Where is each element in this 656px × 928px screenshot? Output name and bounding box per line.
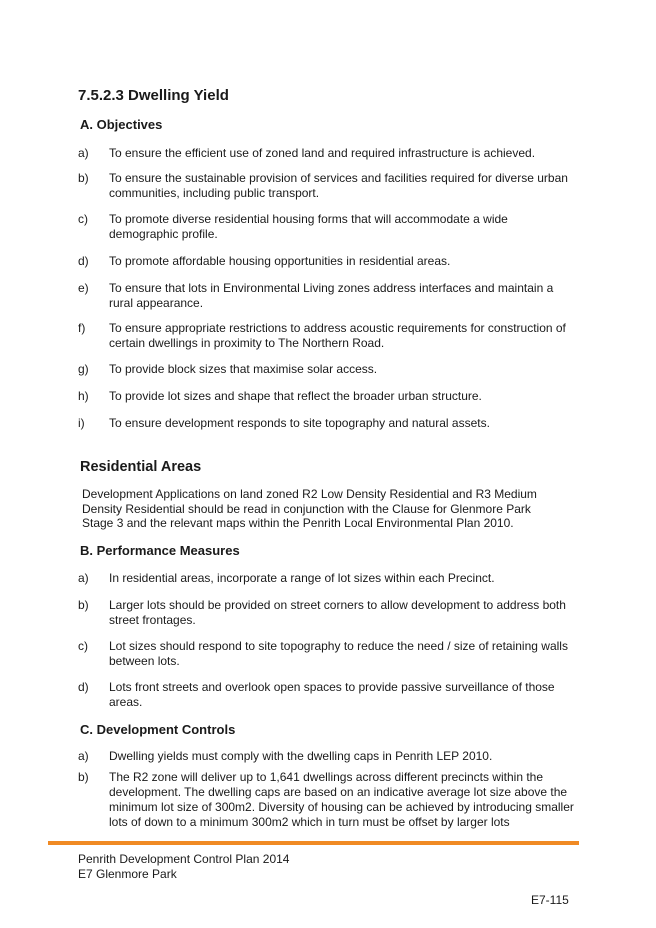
list-label: b) (78, 598, 89, 612)
objectives-title: A. Objectives (80, 117, 163, 132)
list-label: c) (78, 212, 88, 226)
list-label: a) (78, 571, 89, 585)
list-label: e) (78, 281, 89, 295)
list-label: a) (78, 146, 89, 160)
list-text: Lots front streets and overlook open spaces to provide passive surveillance of those areas. (109, 680, 555, 709)
list-text: To ensure development responds to site topography and natural assets. (109, 416, 490, 430)
list-text: To ensure the efficient use of zoned land and required infrastructure is achieved. (109, 146, 536, 160)
list-text: To provide lot sizes and shape that reflect the broader urban structure. (109, 389, 482, 403)
list-text: Lot sizes should respond to site topography to reduce the need / size of retaining walls between lots. (109, 639, 568, 668)
list-text: In residential areas, incorporate a range of lot sizes within each Precinct. (109, 571, 495, 585)
list-label: d) (78, 680, 89, 694)
list-text: To ensure appropriate restrictions to address acoustic requirements for construction of certain dwellings in proximity to The Northern Road. (109, 321, 566, 350)
list-label: g) (78, 362, 89, 376)
performance-title: B. Performance Measures (80, 543, 240, 558)
list-label: i) (78, 416, 85, 430)
list-label: f) (78, 321, 86, 335)
residential-title: Residential Areas (80, 459, 202, 475)
footer-title: Penrith Development Control Plan 2014 (78, 852, 290, 866)
list-label: d) (78, 254, 89, 268)
section-heading: 7.5.2.3 Dwelling Yield (78, 87, 229, 104)
list-text: To ensure the sustainable provision of services and facilities required for diverse urban communities, including public transport. (109, 171, 568, 200)
controls-title: C. Development Controls (80, 722, 236, 737)
list-text: To promote affordable housing opportunities in residential areas. (109, 254, 451, 268)
list-text: Dwelling yields must comply with the dwelling caps in Penrith LEP 2010. (109, 749, 493, 763)
list-label: c) (78, 639, 88, 653)
list-label: b) (78, 171, 89, 185)
residential-paragraph: Development Applications on land zoned R2 Low Density Residential and R3 Medium Density Residential should be read in conjunction with the Clause for Glenmore Park Stage 3 and the relevant maps within the Penrith Local Environmental Plan 2010. (82, 487, 537, 530)
list-text: To provide block sizes that maximise solar access. (109, 362, 378, 376)
page-number: E7-115 (531, 893, 569, 907)
list-text: Larger lots should be provided on street corners to allow development to address both street frontages. (109, 598, 566, 627)
list-label: a) (78, 749, 89, 763)
footer-subtitle: E7 Glenmore Park (78, 867, 177, 881)
list-text: The R2 zone will deliver up to 1,641 dwellings across different precincts within the development. The dwelling caps are based on an indicative average lot size above the minimum lot size of 300m2. Diversity of housing can be achieved by introducing smaller lots of down to a minimum 300m2 which in turn must be offset by larger lots (109, 770, 574, 829)
list-label: h) (78, 389, 89, 403)
list-text: To promote diverse residential housing forms that will accommodate a wide demographic profile. (109, 212, 508, 241)
footer-rule (48, 841, 579, 845)
list-text: To ensure that lots in Environmental Living zones address interfaces and maintain a rural appearance. (109, 281, 554, 310)
list-label: b) (78, 770, 89, 784)
